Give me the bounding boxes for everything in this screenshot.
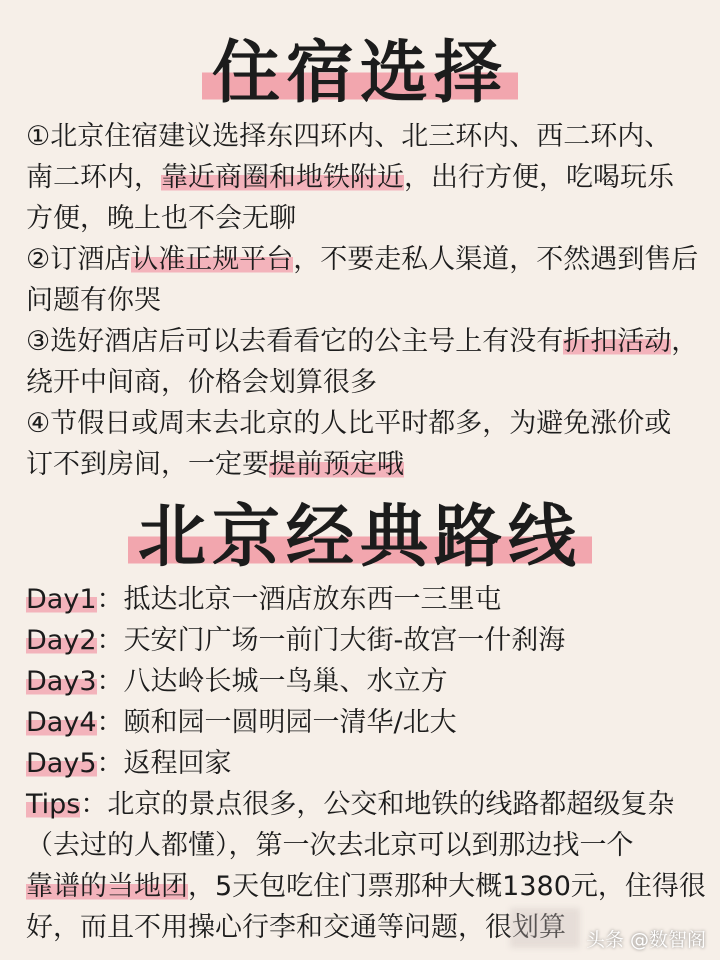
text-line [26,702,706,743]
highlighted-text: Day4 [26,707,97,738]
highlighted-text: 靠谱的当地团 [26,871,188,902]
text-segment: ：返程回家 [96,748,232,779]
text-segment: 南二环内， [26,162,161,193]
text-line [26,784,706,825]
text-segment: ，出行方便，吃喝玩乐 [404,162,674,193]
text-segment: ③选好酒店后可以去看看它的公主号上有没有 [26,326,564,357]
text-line [26,239,706,280]
text-segment: （去过的人都懂），第一次去北京可以到那边找一个 [26,830,634,861]
text-segment: ④节假日或周末去北京的人比平时都多，为避免涨价或 [26,408,672,439]
text-line [26,825,706,866]
title-text: 北京经典路线 [128,498,592,578]
text-segment: ：北京的景点很多，公交和地铁的线路都超级复杂 [80,789,675,820]
section-title-route [0,498,720,578]
text-segment: 方便，晚上也不会无聊 [26,203,296,234]
text-line [26,116,706,157]
highlighted-text: 提前预定哦 [269,449,404,480]
text-segment: ①北京住宿建议选择东四环内、北三环内、西二环内、 [26,121,672,152]
accommodation-tips [26,116,706,485]
highlighted-text: 折扣活动 [563,326,672,357]
title-text: 住宿选择 [202,34,518,114]
text-segment: ， [671,326,699,357]
text-segment: ：天安门广场一前门大街-故宫一什刹海 [96,625,566,656]
text-segment: 问题有你哭 [26,285,161,316]
highlighted-text: Day1 [26,584,97,615]
text-line [26,444,706,485]
text-line [26,743,706,784]
text-line [26,198,706,239]
highlighted-text: Day3 [26,666,97,697]
watermark-text: 头条 @数智阁 [585,929,706,951]
highlighted-text: 靠近商圈和地铁附近 [161,162,404,193]
text-line [26,280,706,321]
text-line [26,321,706,362]
text-line [26,661,706,702]
highlighted-text: Day2 [26,625,97,656]
text-line [26,157,706,198]
section-title-accommodation [0,34,720,114]
text-segment: 好，而且不用操心行李和交通等问题，很划算 [26,912,566,943]
text-segment: ②订酒店 [26,244,132,275]
source-watermark [586,925,706,952]
text-segment: 订不到房间，一定要 [26,449,269,480]
text-line [26,620,706,661]
text-segment: ，不要走私人渠道，不然遇到售后 [293,244,699,275]
highlighted-text: Tips [26,789,81,820]
text-line [26,362,706,403]
route-list [26,579,706,948]
text-line [26,866,706,907]
text-segment: 绕开中间商，价格会划算很多 [26,367,377,398]
highlighted-text: Day5 [26,748,97,779]
text-segment: ：抵达北京一酒店放东西一三里屯 [96,584,502,615]
text-segment: ：八达岭长城一鸟巢、水立方 [96,666,448,697]
text-segment: ：颐和园一圆明园一清华/北大 [96,707,457,738]
text-line [26,579,706,620]
blurred-region [510,908,580,948]
text-segment: ，5天包吃住门票那种大概1380元，住得很 [188,871,706,902]
text-line [26,403,706,444]
highlighted-text: 认准正规平台 [131,244,294,275]
